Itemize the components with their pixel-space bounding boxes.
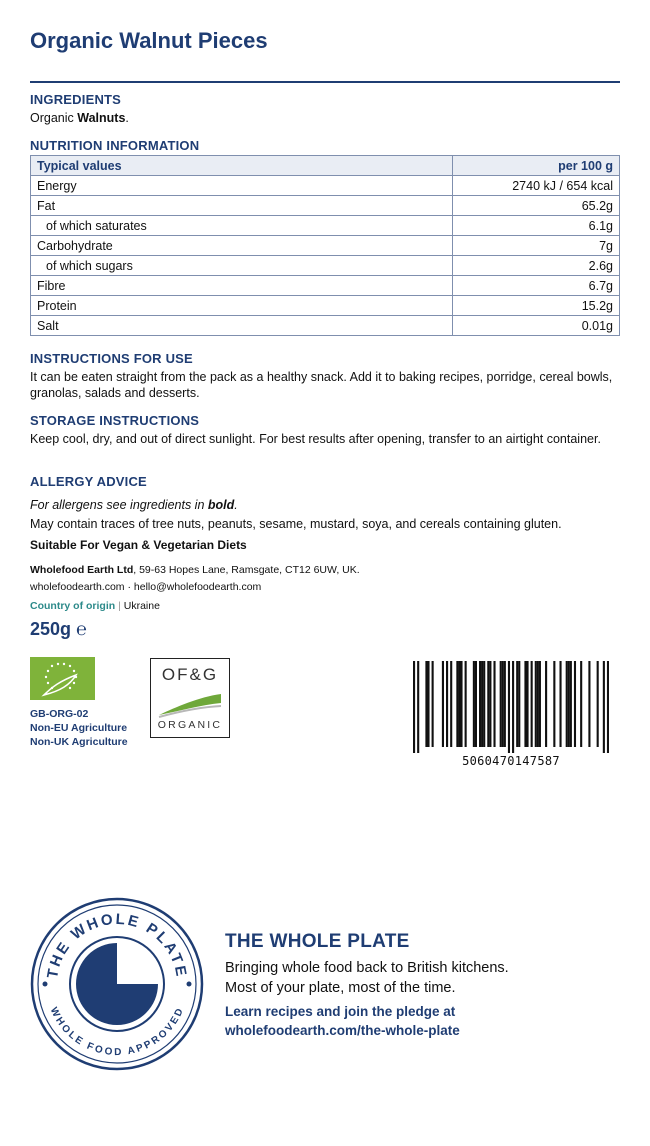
row-label: of which saturates (31, 216, 453, 236)
svg-text:THE WHOLE PLATE (44, 911, 190, 980)
whole-plate-link[interactable] (225, 1002, 460, 1040)
barcode-bar (512, 661, 514, 753)
instructions-text: It can be eaten straight from the pack as a healthy snack. Add it to baking recipes, porridge, cereal bowls, granolas, salads and desserts. (30, 370, 613, 400)
barcode-bar (504, 661, 506, 747)
whole-plate-line: Most of your plate, most of the time. (225, 979, 456, 996)
whole-plate-text (225, 959, 509, 998)
row-value: 2.6g (453, 256, 620, 276)
barcode-bar (493, 661, 495, 747)
barcode-bar (574, 661, 576, 747)
table-row (31, 216, 620, 236)
barcode-bar (432, 661, 434, 747)
organic-code: GB-ORG-02 (30, 708, 89, 720)
row-label: Salt (31, 316, 453, 336)
row-label: of which sugars (31, 256, 453, 276)
barcode-bar (487, 661, 489, 747)
row-value: 6.1g (453, 216, 620, 236)
storage-heading: STORAGE INSTRUCTIONS (30, 413, 200, 428)
barcode-bar (539, 661, 541, 747)
barcode-number: 5060470147587 (462, 754, 560, 768)
barcode-bar (580, 661, 582, 747)
ingredients-suffix: . (125, 111, 129, 125)
col-typical-values: Typical values (31, 156, 453, 176)
ofg-field-icon (151, 689, 228, 719)
barcode-bar (465, 661, 467, 747)
barcode-bar (518, 661, 520, 747)
row-value: 65.2g (453, 196, 620, 216)
nutrition-table (30, 155, 620, 336)
badge-bottom-text: WHOLE FOOD APPROVED (47, 1005, 187, 1059)
table-row (31, 256, 620, 276)
product-title: Organic Walnut Pieces (30, 28, 268, 53)
table-row (31, 196, 620, 216)
ofg-logo-text: OF&G (161, 665, 219, 684)
table-row (31, 296, 620, 316)
whole-plate-link-line: Learn recipes and join the pledge at (225, 1004, 456, 1019)
barcode-bar (559, 661, 561, 747)
allergy-note (30, 497, 615, 513)
allergy-heading: ALLERGY ADVICE (30, 474, 147, 489)
barcode-bar (516, 661, 518, 747)
company-address (30, 564, 360, 576)
ingredients-text (30, 110, 615, 126)
company-contact: wholefoodearth.com · hello@wholefoodearth.com (30, 581, 262, 593)
weight-value: 250g (30, 619, 72, 639)
nutrition-heading: NUTRITION INFORMATION (30, 138, 200, 153)
col-per-100g: per 100 g (453, 156, 620, 176)
allergy-note-suffix: . (234, 498, 238, 512)
row-label: Fat (31, 196, 453, 216)
barcode-bar (450, 661, 452, 747)
allergy-note-prefix: For allergens see ingredients in (30, 498, 208, 512)
barcode-bar (553, 661, 555, 747)
company-name: Wholefood Earth Ltd (30, 564, 134, 576)
row-label: Energy (31, 176, 453, 196)
badge-top-text: THE WHOLE PLATE (44, 910, 190, 980)
row-value: 2740 kJ / 654 kcal (453, 176, 620, 196)
barcode-bar (475, 661, 477, 747)
barcode-bar (473, 661, 475, 747)
barcode-bar (502, 661, 504, 747)
organic-codes (30, 707, 128, 749)
eu-organic-logo-icon (30, 657, 95, 700)
ingredients-heading: INGREDIENTS (30, 92, 122, 107)
allergy-traces: May contain traces of tree nuts, peanuts, sesame, mustard, soya, and cereals containing gluten. (30, 517, 562, 531)
barcode-bar (489, 661, 491, 747)
table-row (31, 176, 620, 196)
allergy-note-bold: bold (207, 498, 235, 512)
barcode-bar (607, 661, 609, 753)
ingredients-bold: Walnuts (77, 111, 126, 125)
barcode-bar (427, 661, 429, 747)
net-weight (30, 619, 87, 640)
storage-text: Keep cool, dry, and out of direct sunlight. For best results after opening, transfer to an airtight container. (30, 432, 601, 446)
ingredients-prefix: Organic (30, 111, 78, 125)
country-of-origin: Country of origin | Ukraine (30, 600, 160, 612)
barcode-bar (568, 661, 570, 747)
company-address-text: , 59-63 Hopes Lane, Ramsgate, CT12 6UW, UK. (133, 564, 360, 576)
barcode-bar (483, 661, 485, 747)
barcode-bar (413, 661, 415, 753)
barcode-bar (481, 661, 483, 747)
barcode-bar (508, 661, 510, 753)
barcode-bar (535, 661, 537, 747)
whole-plate-line: Bringing whole food back to British kitchens. (225, 960, 509, 976)
ofg-organic-logo (150, 658, 230, 738)
barcode (413, 661, 609, 753)
barcode-bar (603, 661, 605, 753)
barcode-bar (588, 661, 590, 747)
row-value: 6.7g (453, 276, 620, 296)
barcode-bar (425, 661, 427, 747)
barcode-bar (446, 661, 448, 747)
whole-plate-badge-icon (30, 897, 204, 1071)
barcode-bar (458, 661, 460, 747)
agriculture-origin: Non-EU Agriculture (30, 722, 128, 734)
estimated-mark-icon: ℮ (76, 619, 87, 639)
barcode-bar (417, 661, 419, 753)
row-value: 7g (453, 236, 620, 256)
table-row (31, 316, 620, 336)
row-value: 15.2g (453, 296, 620, 316)
barcode-bar (537, 661, 539, 747)
row-value: 0.01g (453, 316, 620, 336)
barcode-bar (524, 661, 526, 747)
eu-leaf-stars-icon (30, 657, 95, 700)
barcode-bar (500, 661, 502, 747)
table-row (31, 236, 620, 256)
barcode-bar (597, 661, 599, 747)
diet-suitability: Suitable For Vegan & Vegetarian Diets (30, 538, 247, 552)
table-header-row (31, 156, 620, 176)
barcode-bar (570, 661, 572, 747)
row-label: Carbohydrate (31, 236, 453, 256)
whole-plate-title: THE WHOLE PLATE (225, 931, 410, 952)
barcode-bar (479, 661, 481, 747)
barcode-bar (526, 661, 528, 747)
instructions-heading: INSTRUCTIONS FOR USE (30, 351, 193, 366)
barcode-bar (545, 661, 547, 747)
row-label: Protein (31, 296, 453, 316)
table-row (31, 276, 620, 296)
barcode-bar (442, 661, 444, 747)
row-label: Fibre (31, 276, 453, 296)
barcode-bar (460, 661, 462, 747)
ofg-organic-text: ORGANIC (157, 719, 223, 731)
barcode-bar (456, 661, 458, 747)
agriculture-origin: Non-UK Agriculture (30, 736, 128, 748)
barcode-bar (566, 661, 568, 747)
whole-plate-link-url[interactable]: wholefoodearth.com/the-whole-plate (225, 1023, 460, 1038)
origin-value: Ukraine (123, 600, 160, 612)
barcode-bar (531, 661, 533, 747)
title-divider (30, 81, 620, 83)
origin-label: Country of origin (30, 600, 116, 612)
